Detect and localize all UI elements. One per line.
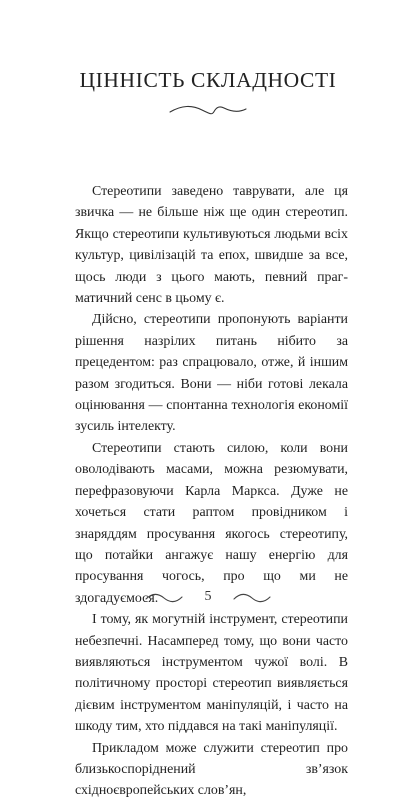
page-number: 5 — [204, 589, 212, 604]
page-footer — [0, 589, 416, 613]
left-tilde-ornament — [144, 591, 184, 605]
paragraph: Прикладом може служити стереотип про близькоспоріднений зв’язок східноєвропейських слов’ян, — [75, 740, 348, 799]
paragraph: Стереотипи заведено таврувати, але ця звичка — не більше ніж ще один стереотип. Якщо стереотипи культивуються людьми всіх культур, цивілізацій та епох, швидше за все, щось люди з цього мають, певний прагматичний сенс в цьому є. — [75, 184, 348, 307]
paragraph: І тому, як могутній інструмент, стереотипи небезпечні. Насамперед тому, що вони часто виявляються інструментом чужої волі. В політичному просторі стереотип виявляється дієвим інструментом маніпуляцій, і часто на шкоду тим, хто піддався на такі маніпуляції. — [75, 612, 348, 735]
body-text — [75, 181, 348, 802]
paragraph: Дійсно, стереотипи пропонують варіанти рішення назрілих питань нібито за прецедентом: раз спрацювало, отже, й іншим разом згодиться. Вони — ніби готові лекала оцінювання — спонтанна технологія економії зусиль інтелекту. — [75, 312, 348, 435]
paragraph: Стереотипи стають силою, коли вони оволодівають масами, можна резюмувати, перефразовуючи Карла Маркса. Дуже не хочеться стати раптом провідником і знаряддям просування якогось стереотипу, що потайки ангажує нашу енергію для просування чогось, про що ми не здогадуємося. — [75, 440, 348, 606]
title-flourish-ornament — [168, 104, 248, 118]
right-tilde-ornament — [232, 591, 272, 605]
chapter-title: ЦІННІСТЬ СКЛАДНОСТІ — [79, 68, 337, 92]
